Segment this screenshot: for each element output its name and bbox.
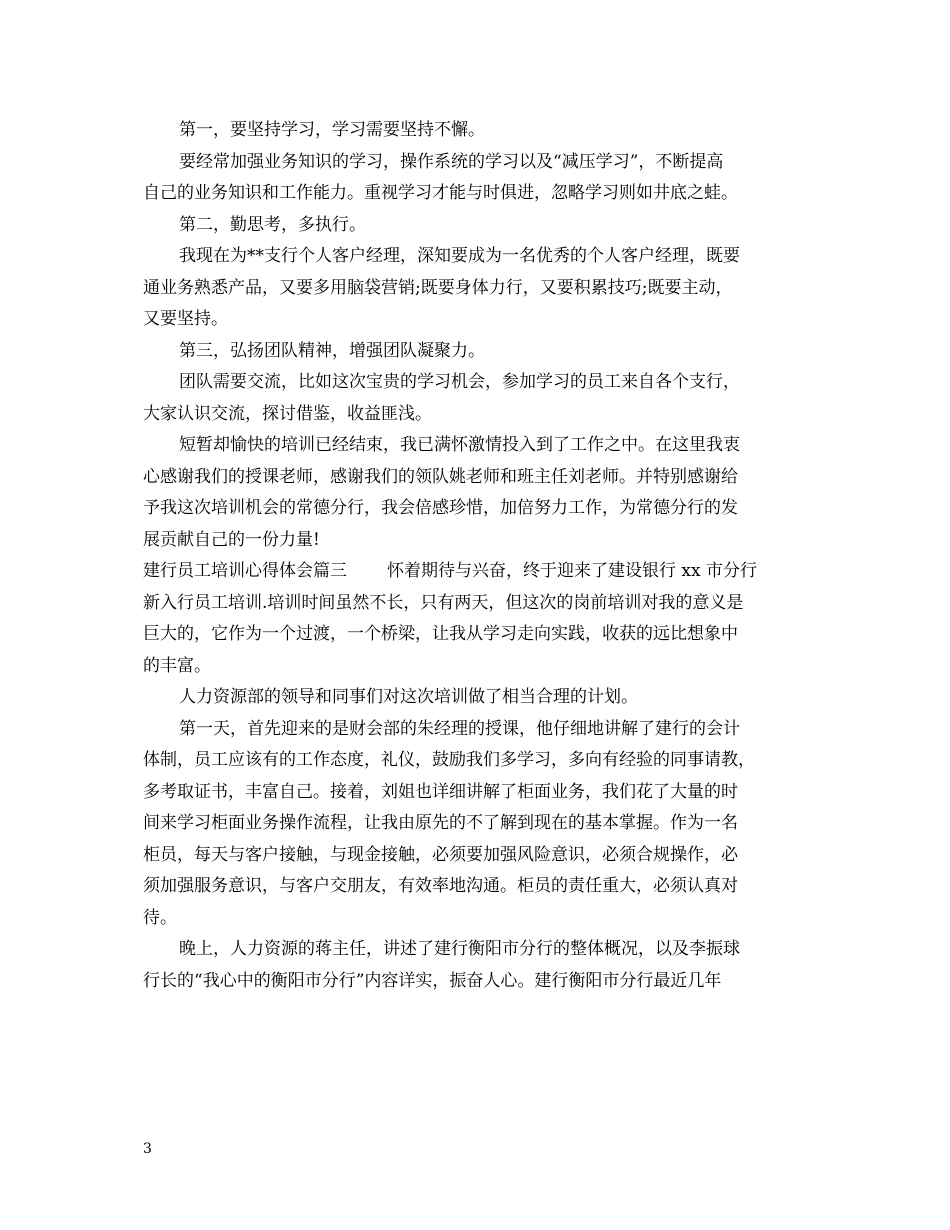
- paragraph-line: 柜员，每天与客户接触，与现金接触，必须要加强风险意识，必须合规操作，必: [143, 844, 738, 865]
- paragraph-line: 展贡献自己的一份力量!: [143, 529, 320, 550]
- paragraph-line: 心感谢我们的授课老师，感谢我们的领队姚老师和班主任刘老师。并特别感谢给: [143, 466, 738, 487]
- paragraph-line: 予我这次培训机会的常德分行，我会倍感珍惜，加倍努力工作，为常德分行的发: [143, 498, 738, 518]
- paragraph-line: 短暂却愉快的培训已经结束，我已满怀激情投入到了工作之中。在这里我衷: [179, 435, 740, 455]
- paragraph-line: 第一天，首先迎来的是财会部的朱经理的授课，他仔细地讲解了建行的会计: [179, 718, 740, 739]
- paragraph-line: 待。: [143, 907, 177, 928]
- page-number: 3: [143, 1141, 152, 1157]
- paragraph-line: 要经常加强业务知识的学习，操作系统的学习以及“减压学习”，不断提高: [179, 151, 724, 172]
- paragraph-line: 又要坚持。: [143, 309, 228, 329]
- paragraph-line: 须加强服务意识，与客户交朋友，有效率地沟通。柜员的责任重大，必须认真对: [143, 876, 738, 896]
- paragraph-line: 新入行员工培训.培训时间虽然不长，只有两天，但这次的岗前培训对我的意义是: [143, 592, 744, 613]
- paragraph-line: 大家认识交流，探讨借鉴，收益匪浅。: [143, 403, 432, 424]
- section-heading-line: [143, 556, 813, 588]
- paragraph-line: 巨大的，它作为一个过渡，一个桥梁，让我从学习走向实践，收获的远比想象中: [143, 624, 738, 644]
- paragraph-line: 行长的“我心中的衡阳市分行”内容详实，振奋人心。建行衡阳市分行最近几年: [143, 970, 722, 991]
- section-heading: 建行员工培训心得体会篇三: [143, 561, 347, 581]
- paragraph-line: 体制，员工应该有的工作态度，礼仪，鼓励我们多学习，多向有经验的同事请教，: [143, 750, 755, 770]
- paragraph-line: 第三，弘扬团队精神，增强团队凝聚力。: [179, 340, 485, 361]
- paragraph-line: 我现在为**支行个人客户经理，深知要成为一名优秀的个人客户经理，既要: [179, 246, 740, 266]
- paragraph-line: 怀着期待与兴奋，终于迎来了建设银行 xx 市分行: [387, 561, 757, 581]
- paragraph-line: 人力资源部的领导和同事们对这次培训做了相当合理的计划。: [179, 687, 638, 707]
- paragraph-line: 通业务熟悉产品，又要多用脑袋营销;既要身体力行，又要积累技巧;既要主动，: [143, 277, 733, 298]
- paragraph-line: 自己的业务知识和工作能力。重视学习才能与时俱进，忽略学习则如井底之蛙。: [143, 183, 738, 203]
- body-text: [143, 115, 813, 997]
- paragraph-line: 第一，要坚持学习，学习需要坚持不懈。: [179, 120, 485, 140]
- paragraph-line: 间来学习柜面业务操作流程，让我由原先的不了解到现在的基本掌握。作为一名: [143, 813, 738, 833]
- paragraph-line: 多考取证书，丰富自己。接着，刘姐也详细讲解了柜面业务，我们花了大量的时: [143, 781, 738, 802]
- paragraph-line: 团队需要交流，比如这次宝贵的学习机会，参加学习的员工来自各个支行，: [179, 372, 740, 392]
- paragraph-line: 的丰富。: [143, 655, 211, 676]
- paragraph-line: 第二，勤思考，多执行。: [179, 214, 366, 235]
- paragraph-line: 晚上，人力资源的蒋主任，讲述了建行衡阳市分行的整体概况，以及李振球: [179, 939, 740, 959]
